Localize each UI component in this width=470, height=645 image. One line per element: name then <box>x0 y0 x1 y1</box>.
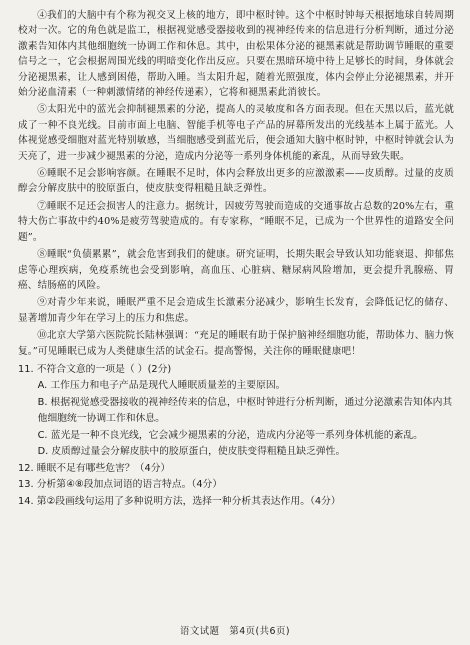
question-11-option-d: D. 皮质醇过量会分解皮肤中的胶原蛋白，使皮肤变得粗糙且缺乏弹性。 <box>37 446 346 458</box>
questions-section <box>18 362 454 511</box>
question-13: 13. 分析第④⑧段加点词语的语言特点。（4分） <box>18 479 223 491</box>
question-14: 14. 第②段画线句运用了多种说明方法，选择一种分析其表达作用。（4分） <box>18 495 341 507</box>
question-12: 12. 睡眠不足有哪些危害？（4分） <box>18 462 171 474</box>
question-11-option-c: C. 蓝光是一种不良光线，它会减少褪黑素的分泌，造成内分泌等一系列身体机能的紊乱。 <box>37 429 423 441</box>
paragraph-5: ⑤太阳光中的蓝光会抑制褪黑素的分泌，提高人的灵敏度和各方面表现。但在天黑以后，蓝光就成了一种不良光线。目前市面上电脑、智能手机等电子产品的屏幕所发出的光线基本上属于蓝光。人体视觉感受细胞对蓝光特别敏感，当细胞感受到蓝光后，便会通知大脑中枢时钟，中枢时钟就会认为天亮了，进一步减少褪黑素的分泌，造成内分泌等一系列身体机能的紊乱，从而导致失眠。 <box>18 104 454 162</box>
article-body <box>18 8 454 359</box>
paragraph-6: ⑥睡眠不足会影响容颜。在睡眠不足时，体内会释放出更多的应激激素——皮质醇。过量的皮质醇会分解皮肤中的胶原蛋白，使皮肤变得粗糙且缺乏弹性。 <box>18 168 454 195</box>
question-11-option-b: B. 根据视觉感受器接收的视神经传来的信息，中枢时钟进行分析判断，通过分泌激素告知体内其他细胞统一协调工作和休息。 <box>37 396 453 425</box>
question-11-option-a: A. 工作压力和电子产品是现代人睡眠质量差的主要原因。 <box>37 380 286 392</box>
paragraph-4: ④我们的大脑中有个称为视交叉上核的地方，即中枢时钟。这个中枢时钟每天根据地球自转周期校对一次。它的角色就是监工，根据视觉感受器接收到的视神经传来的信息进行分析判断，通过分泌激素告知体内其他细胞统一协调工作和休息。其中，由松果体分泌的褪黑素就是帮助调节睡眠的重要信号之一，它会根据周围光线的明暗变化作出反应。只要在黑暗环境中待上足够长的时间，身体就会分泌褪黑素，让人感到困倦，帮助入睡。当太阳升起，随着光照强度，体内会停止分泌褪黑素，并开始分泌血清素（一种刺激情绪的神经传递素），它将和褪黑素此消彼长。 <box>18 10 454 99</box>
paragraph-7: ⑦睡眠不足还会损害人的注意力。据统计，因疲劳驾驶而造成的交通事故占总数的20%左右，重特大伤亡事故中约40%是疲劳驾驶造成的。有专家称，“睡眠不足，已成为一个世界性的道路安全问题”。 <box>18 200 454 243</box>
question-11: 11. 不符合文意的一项是（ ）(2分) <box>18 363 172 375</box>
paragraph-9: ⑨对青少年来说，睡眠严重不足会造成生长激素分泌减少，影响生长发育，会降低记忆的储存、显著增加青少年在学习上的压力和焦虑。 <box>18 297 454 324</box>
paragraph-8: ⑧睡眠“负债累累”，就会危害到我们的健康。研究证明，长期失眠会导致认知功能衰退、抑郁焦虑等心理疾病，免疫系统也会受到影响，高血压、心脏病、糖尿病风险增加，更会提升乳腺癌、胃癌、结肠癌的风险。 <box>18 249 454 291</box>
page-footer: 语文试题 第4页(共6页) <box>179 626 291 637</box>
paragraph-10: ⑩北京大学第六医院院长陆林强调：“充足的睡眠有助于保护脑神经细胞功能，帮助体力、脑力恢复。”可见睡眠已成为人类健康生活的试金石。提高警惕，关注你的睡眠健康吧！ <box>18 330 454 357</box>
